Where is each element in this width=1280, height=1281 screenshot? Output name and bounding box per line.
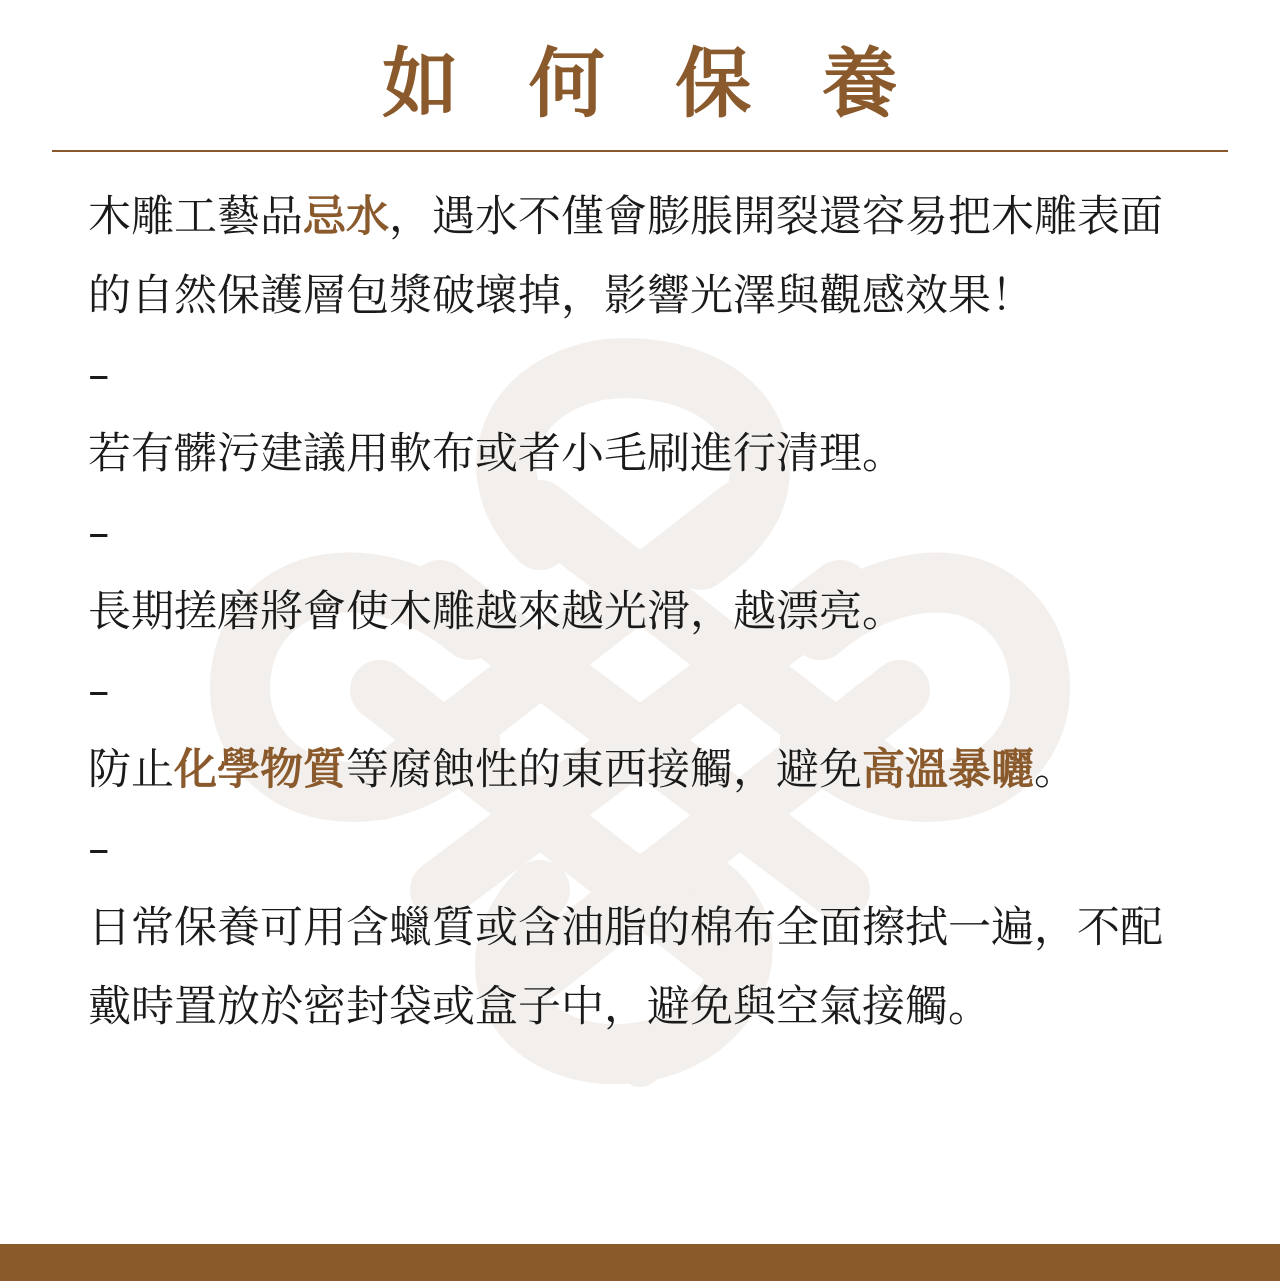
paragraph-text: 日常保養可用含蠟質或含油脂的棉布全面擦拭一遍，不配戴時置放於密封袋或盒子中，避免與空氣接觸。 xyxy=(88,903,1163,1032)
page-title: 如 何 保 養 xyxy=(382,39,920,128)
paragraph-text: 木雕工藝品 xyxy=(88,192,303,242)
separator: – xyxy=(88,824,110,874)
paragraph-avoid-chemicals xyxy=(88,731,1198,810)
paragraph-avoid-water xyxy=(88,178,1198,336)
title-divider xyxy=(52,150,1228,152)
paragraph-text: 若有髒污建議用軟布或者小毛刷進行清理。 xyxy=(88,429,905,479)
separator: – xyxy=(88,350,110,400)
paragraph-text: 防止 xyxy=(88,745,174,795)
separator: – xyxy=(88,508,110,558)
highlight-text: 忌水 xyxy=(303,192,389,242)
highlight-text: 化學物質 xyxy=(174,745,346,795)
care-instructions-body xyxy=(88,178,1198,1047)
paragraph-daily-care xyxy=(88,889,1198,1047)
paragraph-cleaning xyxy=(88,415,1198,494)
bottom-bar xyxy=(0,1244,1280,1281)
paragraph-polishing xyxy=(88,573,1198,652)
paragraph-text: 。 xyxy=(1034,745,1077,795)
paragraph-text: 等腐蝕性的東西接觸，避免 xyxy=(346,745,862,795)
separator: – xyxy=(88,666,110,716)
paragraph-text: 長期搓磨將會使木雕越來越光滑，越漂亮。 xyxy=(88,587,905,637)
paragraph-text: ，遇水不僅會膨脹開裂還容易把木雕表面的自然保護層包漿破壞掉，影響光澤與觀感效果！ xyxy=(88,192,1163,321)
highlight-text: 高溫暴曬 xyxy=(862,745,1034,795)
